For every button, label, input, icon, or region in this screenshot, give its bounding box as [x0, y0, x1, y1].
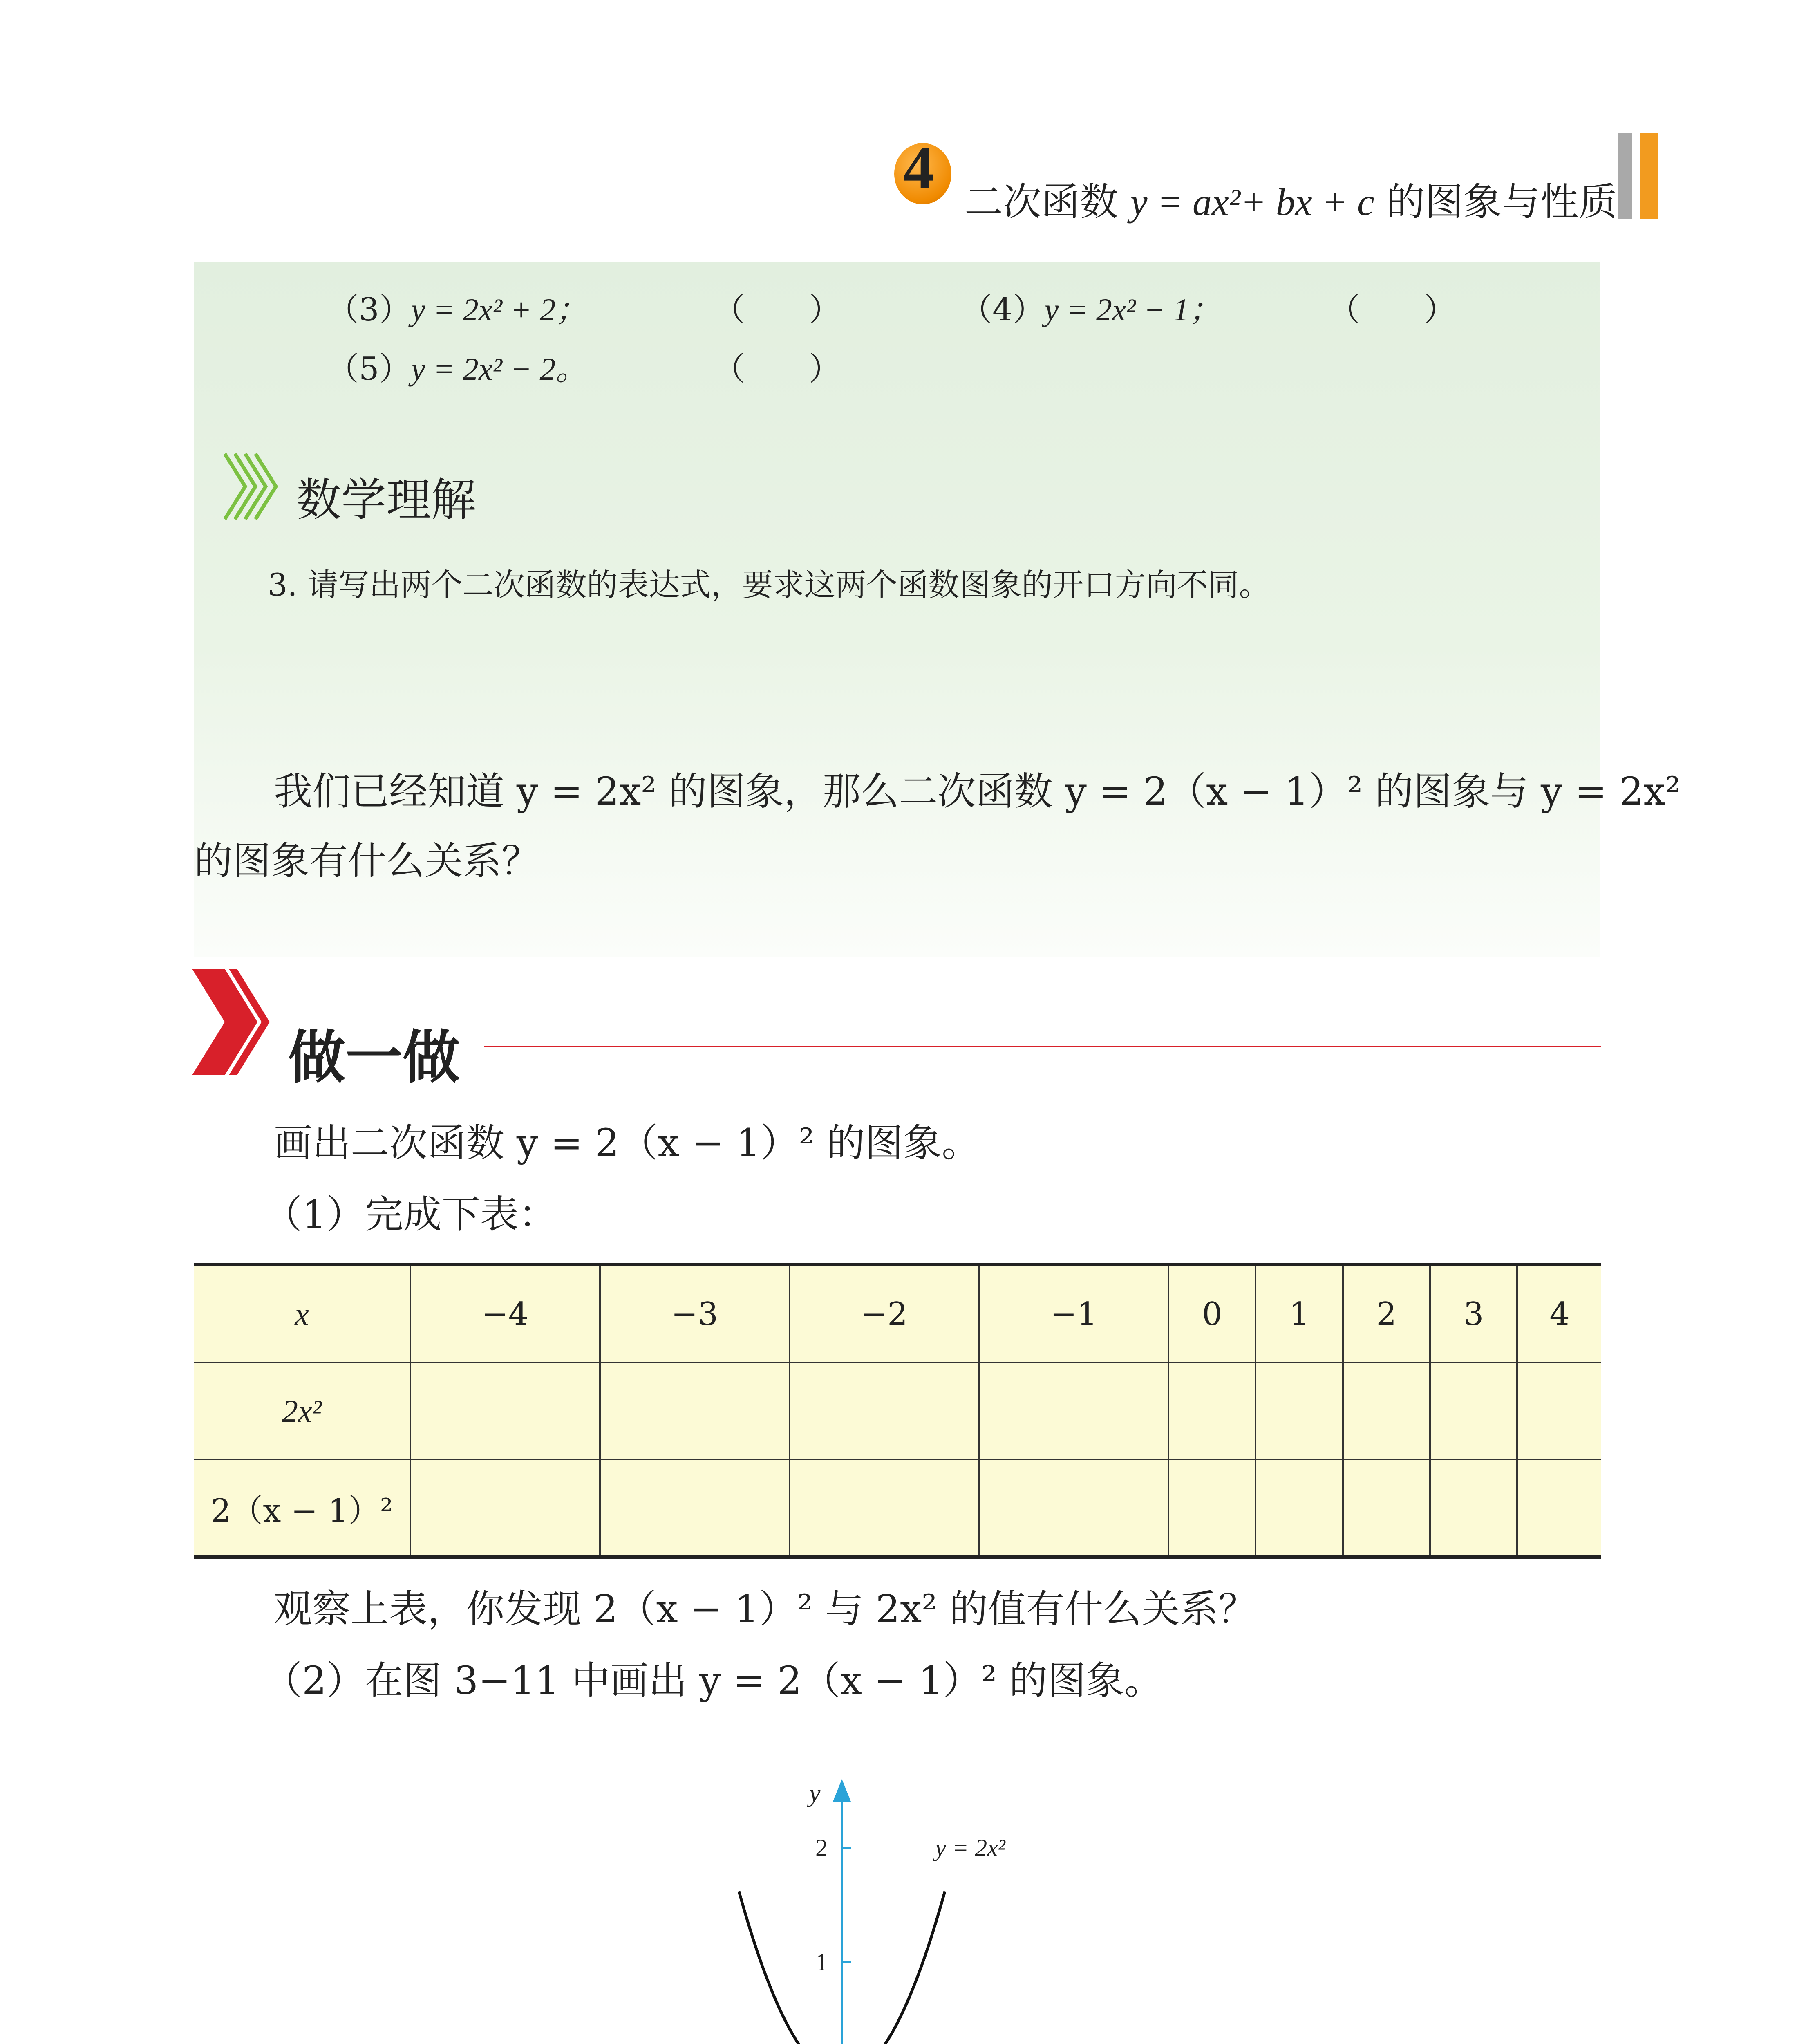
table-header-cell: −3	[600, 1265, 790, 1363]
table-header-cell: 1	[1256, 1265, 1343, 1363]
exercise-item-5	[327, 343, 588, 389]
exercise-formula: y = 2x² − 2。	[411, 351, 588, 387]
table-cell[interactable]	[790, 1363, 979, 1459]
y-axis-label: y	[809, 1780, 821, 1807]
chevron-icon	[221, 446, 290, 527]
answer-blank: （ ）	[713, 351, 841, 388]
answer-blank: （ ）	[1328, 291, 1456, 328]
table-cell[interactable]	[979, 1459, 1168, 1557]
table-cell[interactable]	[979, 1363, 1168, 1459]
table-cell[interactable]	[410, 1363, 600, 1459]
y-axis-arrow	[833, 1779, 851, 1802]
red-chevron-icon	[192, 969, 282, 1075]
exercise-formula: y = 2x² + 2；	[411, 292, 588, 327]
values-table	[194, 1263, 1601, 1559]
table-row	[194, 1363, 1601, 1459]
section-divider	[484, 1046, 1601, 1047]
table-header-cell: −4	[410, 1265, 600, 1363]
table-cell[interactable]	[1256, 1363, 1343, 1459]
chapter-title-prefix: 二次函数	[965, 180, 1130, 224]
chapter-title	[965, 171, 1617, 226]
section-title-activity: 做一做	[288, 1024, 460, 1091]
observe-question: 观察上表，你发现 2（x − 1）² 与 2x² 的值有什么关系？	[274, 1587, 1257, 1632]
table-header-cell: 2	[1343, 1265, 1430, 1363]
table-header-cell: −1	[979, 1265, 1168, 1363]
table-cell[interactable]	[1430, 1363, 1517, 1459]
y-tick-label: 2	[815, 1834, 828, 1861]
table-cell[interactable]	[410, 1459, 600, 1557]
question-3: 3. 请写出两个二次函数的表达式，要求这两个函数图象的开口方向不同。	[268, 567, 1270, 603]
table-header-cell: 0	[1168, 1265, 1256, 1363]
activity-step-1: （1）完成下表：	[264, 1192, 557, 1237]
table-cell[interactable]	[1256, 1459, 1343, 1557]
exercise-item-3	[327, 284, 588, 330]
exercise-label: （5）	[327, 351, 411, 388]
activity-instruction: 画出二次函数 y = 2（x − 1）² 的图象。	[274, 1121, 980, 1165]
table-header-cell: 3	[1430, 1265, 1517, 1363]
table-row-label: 2x²	[194, 1363, 410, 1459]
exercise-label: （4）	[960, 291, 1045, 328]
table-cell[interactable]	[1343, 1459, 1430, 1557]
table-row-label: 2（x − 1）²	[194, 1459, 410, 1557]
parabola-figure	[564, 1770, 1161, 2044]
exercise-item-4	[960, 284, 1221, 330]
table-row	[194, 1459, 1601, 1557]
table-cell[interactable]	[600, 1363, 790, 1459]
intro-line-2: 的图象有什么关系？	[194, 839, 540, 883]
activity-step-2: （2）在图 3−11 中画出 y = 2（x − 1）² 的图象。	[264, 1659, 1163, 1703]
section-title-math-understanding: 数学理解	[296, 474, 476, 526]
table-cell[interactable]	[1343, 1363, 1430, 1459]
chapter-title-formula: y = ax²+ bx + c	[1130, 181, 1374, 224]
table-header-row	[194, 1265, 1601, 1363]
intro-line-1: 我们已经知道 y = 2x² 的图象，那么二次函数 y = 2（x − 1）² 的图象与 y = 2x²	[274, 769, 1681, 814]
chapter-number: 4	[903, 134, 934, 202]
table-header-cell: x	[194, 1265, 410, 1363]
table-cell[interactable]	[1430, 1459, 1517, 1557]
table-cell[interactable]	[1517, 1459, 1601, 1557]
header-grey-bar	[1618, 133, 1632, 219]
answer-blank: （ ）	[713, 291, 841, 328]
table-header-cell: 4	[1517, 1265, 1601, 1363]
table-header-cell: −2	[790, 1265, 979, 1363]
table-cell[interactable]	[790, 1459, 979, 1557]
curve-label: y = 2x²	[935, 1834, 1005, 1861]
exercise-formula: y = 2x² − 1；	[1044, 292, 1221, 327]
exercise-label: （3）	[327, 291, 411, 328]
table-cell[interactable]	[1168, 1363, 1256, 1459]
table-cell[interactable]	[1517, 1363, 1601, 1459]
header-orange-bar	[1640, 133, 1658, 219]
y-tick-label: 1	[815, 1949, 828, 1976]
table-cell[interactable]	[600, 1459, 790, 1557]
chapter-title-suffix: 的图象与性质	[1374, 180, 1617, 224]
table-cell[interactable]	[1168, 1459, 1256, 1557]
